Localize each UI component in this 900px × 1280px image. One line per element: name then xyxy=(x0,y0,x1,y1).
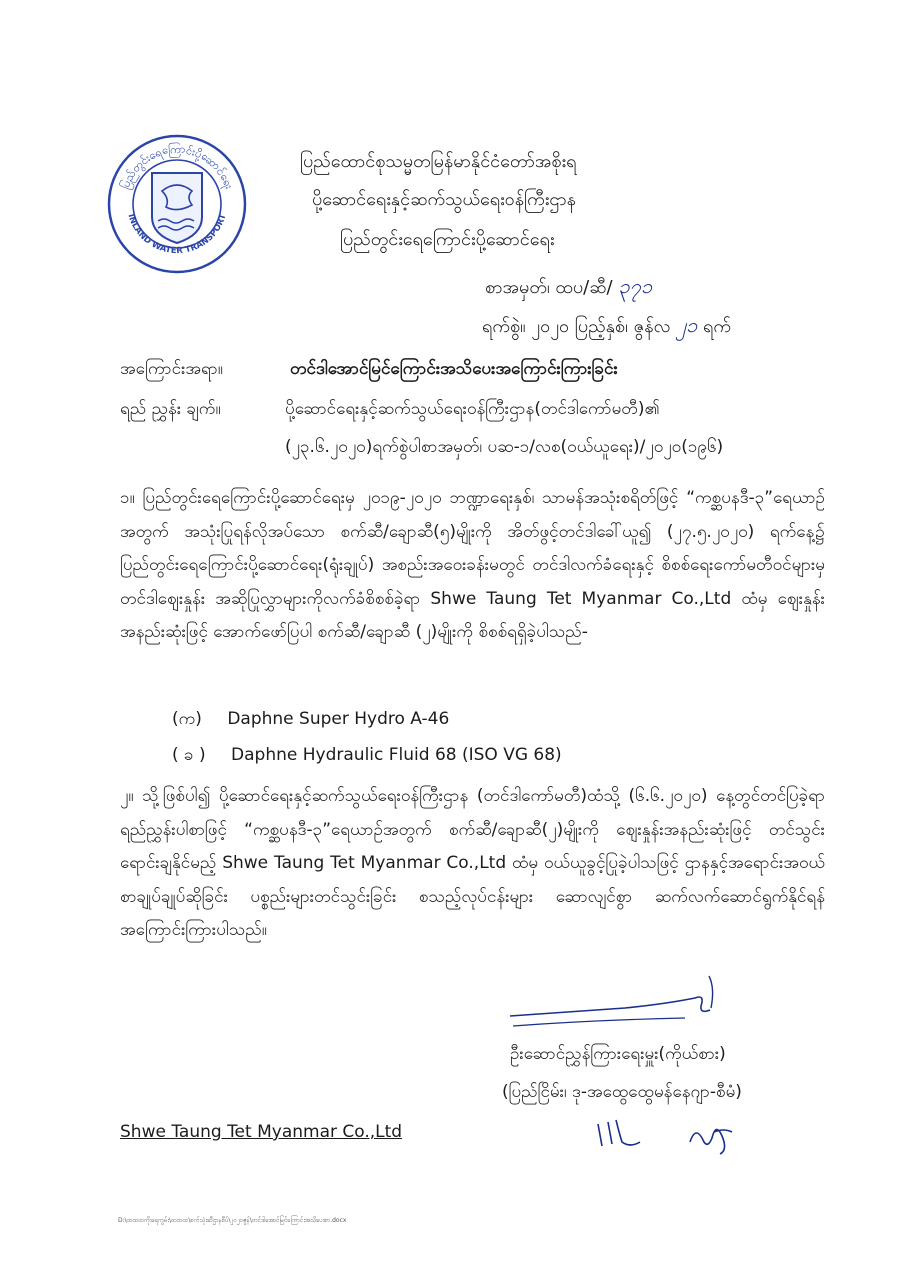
government-title: ပြည်ထောင်စုသမ္မတမြန်မာနိုင်ငံတော်အစိုးရ xyxy=(300,151,577,172)
signatory-details: (ပြည်ငြိမ်း၊ ဒု-အထွေထွေမန်နေဂျာ-စီမံ) xyxy=(502,1082,742,1102)
subject-label: အကြောင်းအရာ။ xyxy=(120,359,223,379)
letter-date xyxy=(482,313,731,339)
date-prefix: ရက်စွဲ။ ၂၀၂၀ ပြည့်နှစ်၊ ဇွန်လ xyxy=(482,316,671,337)
item-text: Daphne Hydraulic Fluid 68 (ISO VG 68) xyxy=(231,745,562,765)
reference-line-1: ပို့ဆောင်ရေးနှင့်ဆက်သွယ်ရေးဝန်ကြီးဌာန(တင်ဒါကော်မတီ)၏ xyxy=(285,399,660,419)
department-title: ပြည်တွင်းရေကြောင်းပို့ဆောင်ရေး xyxy=(340,229,555,250)
reference-line-2: (၂၃.၆.၂၀၂၀)ရက်စွဲပါစာအမှတ်၊ ပဆ-၁/လစ(ဝယ်ယူရေး)/၂၀၂၀(၁၉၆) xyxy=(285,437,724,457)
item-marker: ( ခ ) xyxy=(172,745,206,765)
inland-water-transport-seal xyxy=(106,133,248,275)
reference-number xyxy=(485,274,652,300)
svg-text:INLAND WATER TRANSPORT: INLAND WATER TRANSPORT xyxy=(125,212,229,257)
paragraph-2: ၂။ သို့ဖြစ်ပါ၍ ပို့ဆောင်ရေးနှင့်ဆက်သွယ်ရေးဝန်ကြီးဌာန (တင်ဒါကော်မတီ)ထံသို့ (၆.၆.၂၀၂၀) နေ့တွင်တင်ပြခဲ့ရာ ရည်ညွှန်းပါစာဖြင့် “ကစ္ဆပနဒီ-၃”ရေယာဉ်အတွက် စက်ဆီ/ချောဆီ(၂)မျိုးကို ဈေးနှုန်းအနည်းဆုံးဖြင့် တင်သွင်းရောင်းချနိုင်မည့် Shwe Taung Tet Myanmar Co.,Ltd ထံမှ ဝယ်ယူခွင့်ပြုခဲ့ပါသဖြင့် ဌာနနှင့်အရောင်းအဝယ် စာချုပ်ချုပ်ဆိုခြင်း ပစ္စည်းများတင်သွင်းခြင်း စသည့်လုပ်ငန်းများ ဆောလျင်စွာ ဆက်လက်ဆောင်ရွက်နိုင်ရန် အကြောင်းကြားပါသည်။ xyxy=(120,786,825,940)
signatory-name: ဦးဆောင်ညွှန်ကြားရေးမှူး(ကိုယ်စား) xyxy=(510,1044,726,1064)
reference-label: ရည် ညွှန်း ချက်။ xyxy=(120,399,221,419)
svg-text:ပြည်တွင်းရေကြောင်းပို့ဆောင်ရေး: ပြည်တွင်းရေကြောင်းပို့ဆောင်ရေး xyxy=(118,142,236,191)
subject-value: တင်ဒါအောင်မြင်ကြောင်းအသိပေးအကြောင်းကြားခြင်း xyxy=(290,359,618,379)
signature xyxy=(505,968,740,1030)
paragraph-1: ၁။ ပြည်တွင်းရေကြောင်းပို့ဆောင်ရေးမှ ၂၀၁၉-၂၀၂၀ ဘဏ္ဍာရေးနှစ်၊ သာမန်အသုံးစရိတ်ဖြင့် “ကစ္ဆပနဒီ-၃”ရေယာဉ်အတွက် အသုံးပြုရန်လိုအပ်သော စက်ဆီ/ချောဆီ(၅)မျိုးကို အိတ်ဖွင့်တင်ဒါခေါ်ယူ၍ (၂၇.၅.၂၀၂၀) ရက်နေ့၌ ပြည်တွင်းရေကြောင်းပို့ဆောင်ရေး(ရုံးချုပ်) အစည်းအဝေးခန်းမတွင် တင်ဒါလက်ခံရေးနှင့် စိစစ်ရေးကော်မတီဝင်များမှ တင်ဒါဈေးနှုန်း အဆိုပြုလွှာများကိုလက်ခံစိစစ်ခဲ့ရာ Shwe Taung Tet Myanmar Co.,Ltd ထံမှ ဈေးနှုန်းအနည်းဆုံးဖြင့် အောက်ဖော်ပြပါ စက်ဆီ/ချောဆီ (၂)မျိုးကို စိစစ်ရရှိခဲ့ပါသည်- xyxy=(120,488,825,642)
reference-handwritten-number: ၃၇၁ xyxy=(618,274,653,298)
initials-mark-2 xyxy=(680,1112,740,1160)
ministry-title: ပို့ဆောင်ရေးနှင့်ဆက်သွယ်ရေးဝန်ကြီးဌာန xyxy=(312,189,576,210)
date-suffix: ရက် xyxy=(703,316,731,337)
item-marker: (က) xyxy=(172,709,202,729)
file-path-footer: D:\ထထထကိုးရေကွမ်း\ထထထ\စက်သုံးဆီဌာနစီပ်\၂၀၂၀ဇွန်\တင်ဒါအောင်မြင်ကြောင်းအသိပေးစာ.docx xyxy=(118,1217,347,1224)
item-text: Daphne Super Hydro A-46 xyxy=(227,709,450,729)
list-item xyxy=(172,708,449,733)
date-handwritten-day: ၂၁ xyxy=(676,313,698,337)
recipient-name: Shwe Taung Tet Myanmar Co.,Ltd xyxy=(120,1122,403,1142)
list-item xyxy=(172,744,562,769)
reference-prefix: စာအမှတ်၊ ထပ/ဆီ/ xyxy=(485,277,613,298)
initials-mark-1 xyxy=(590,1112,650,1156)
